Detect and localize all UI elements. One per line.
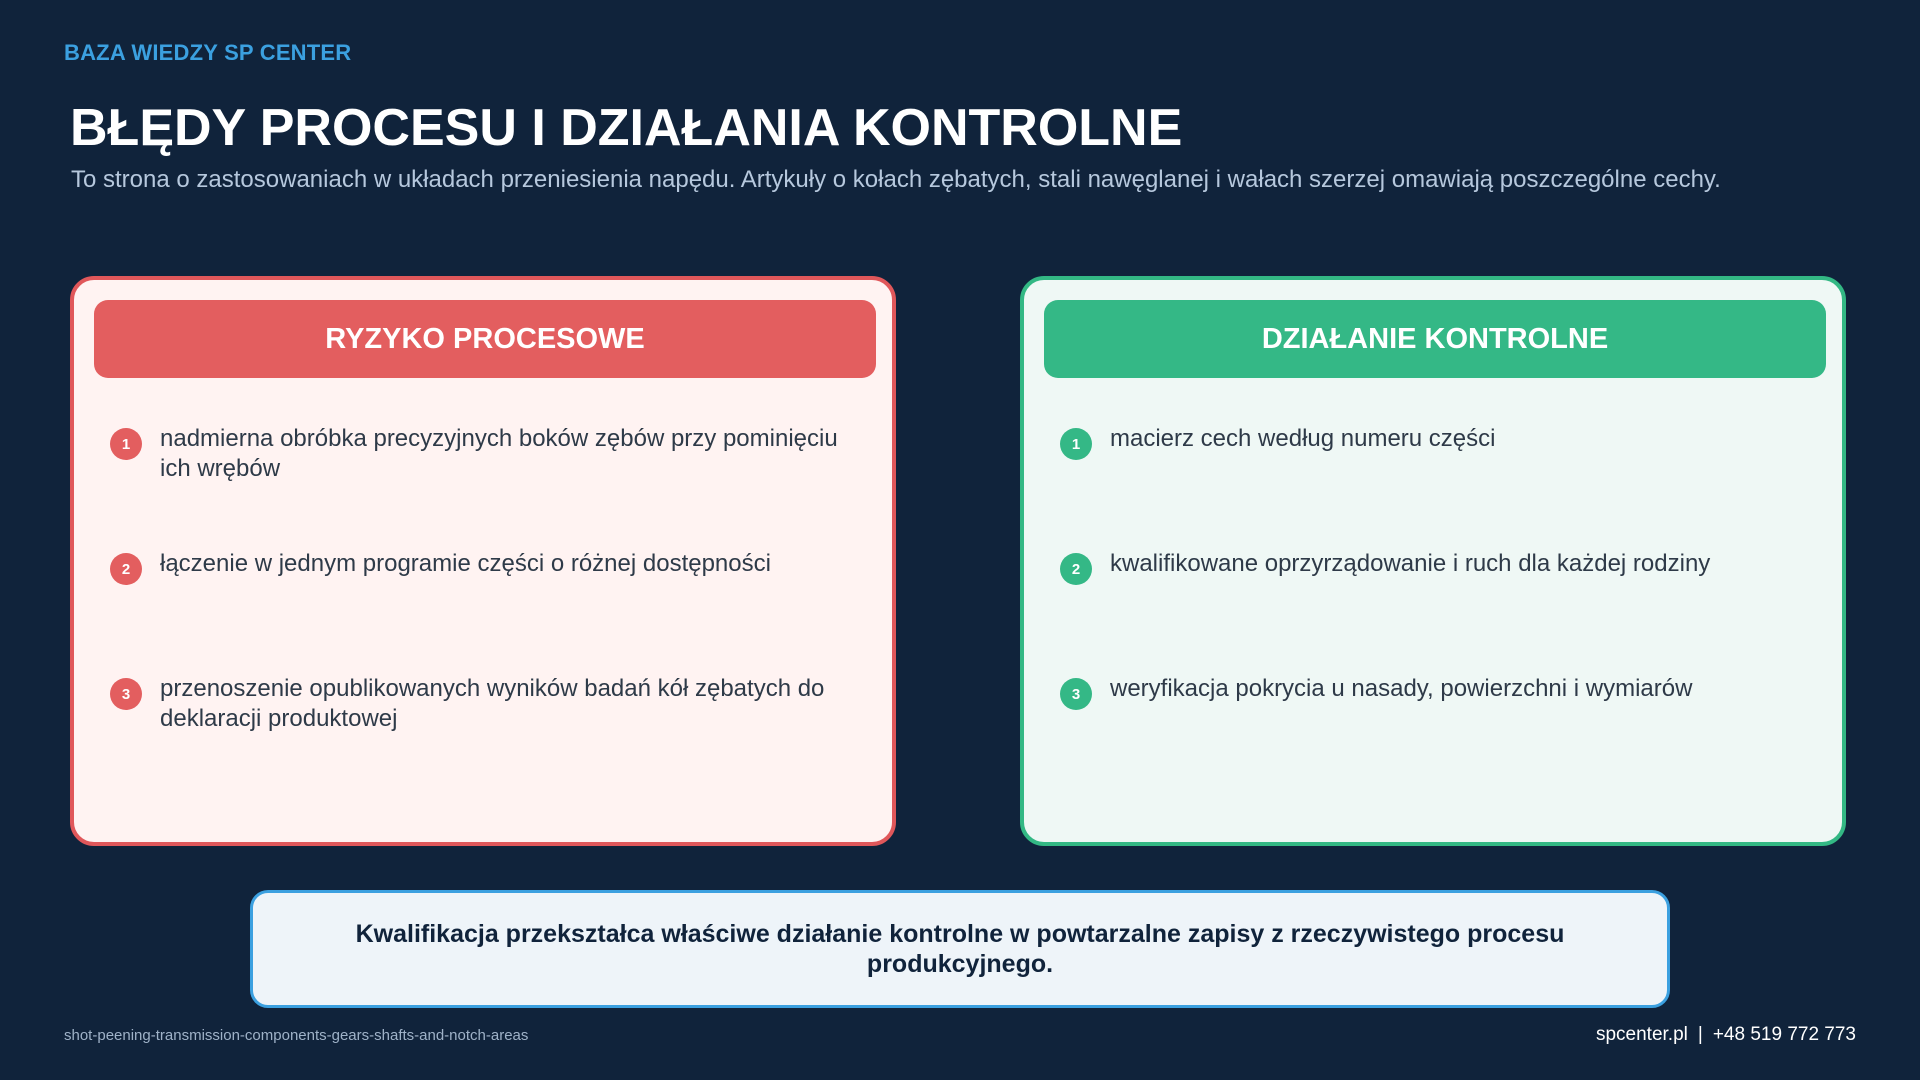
control-item-text: weryfikacja pokrycia u nasady, powierzchni i wymiarów [1110,675,1693,702]
control-card-heading: DZIAŁANIE KONTROLNE [1044,300,1826,378]
control-item [1060,549,1800,674]
footer-phone[interactable]: +48 519 772 773 [1712,1024,1856,1045]
control-item [1060,674,1800,799]
risk-list [110,424,850,799]
control-item-number-badge: 2 [1060,553,1092,585]
risk-item-number-badge: 1 [110,428,142,460]
control-item-number-badge: 1 [1060,428,1092,460]
control-item-text: kwalifikowane oprzyrządowanie i ruch dla każdej rodziny [1110,550,1711,577]
control-list [1060,424,1800,799]
control-card [1020,276,1846,846]
summary-callout: Kwalifikacja przekształca właściwe działanie kontrolne w powtarzalne zapisy z rzeczywistego procesu produkcyjnego. [250,890,1670,1008]
footer-separator: | [1697,1024,1703,1045]
risk-item-number-badge: 2 [110,553,142,585]
risk-item-text: łączenie w jednym programie części o różnej dostępności [160,550,771,577]
risk-card-heading: RYZYKO PROCESOWE [94,300,876,378]
risk-item-text: nadmierna obróbka precyzyjnych boków zębów przy pominięciu ich wrębów [160,425,838,482]
footer-website-link[interactable]: spcenter.pl [1595,1024,1688,1045]
footer-contact [1596,1024,1856,1046]
risk-item [110,424,850,549]
risk-item-number-badge: 3 [110,678,142,710]
risk-card [70,276,896,846]
footer-slug: shot-peening-transmission-components-gears-shafts-and-notch-areas [64,1027,529,1044]
page-title: BŁĘDY PROCESU I DZIAŁANIA KONTROLNE [70,99,1183,157]
control-item-text: macierz cech według numeru części [1110,425,1496,452]
brand-label: BAZA WIEDZY SP CENTER [64,40,352,65]
risk-item [110,549,850,674]
risk-item-text: przenoszenie opublikowanych wyników badań kół zębatych do deklaracji produktowej [160,675,825,732]
page-subtitle: To strona o zastosowaniach w układach przeniesienia napędu. Artykuły o kołach zębatych, stali nawęglanej i wałach szerzej omawiają poszczególne cechy. [71,166,1721,193]
risk-item [110,674,850,799]
control-item-number-badge: 3 [1060,678,1092,710]
control-item [1060,424,1800,549]
